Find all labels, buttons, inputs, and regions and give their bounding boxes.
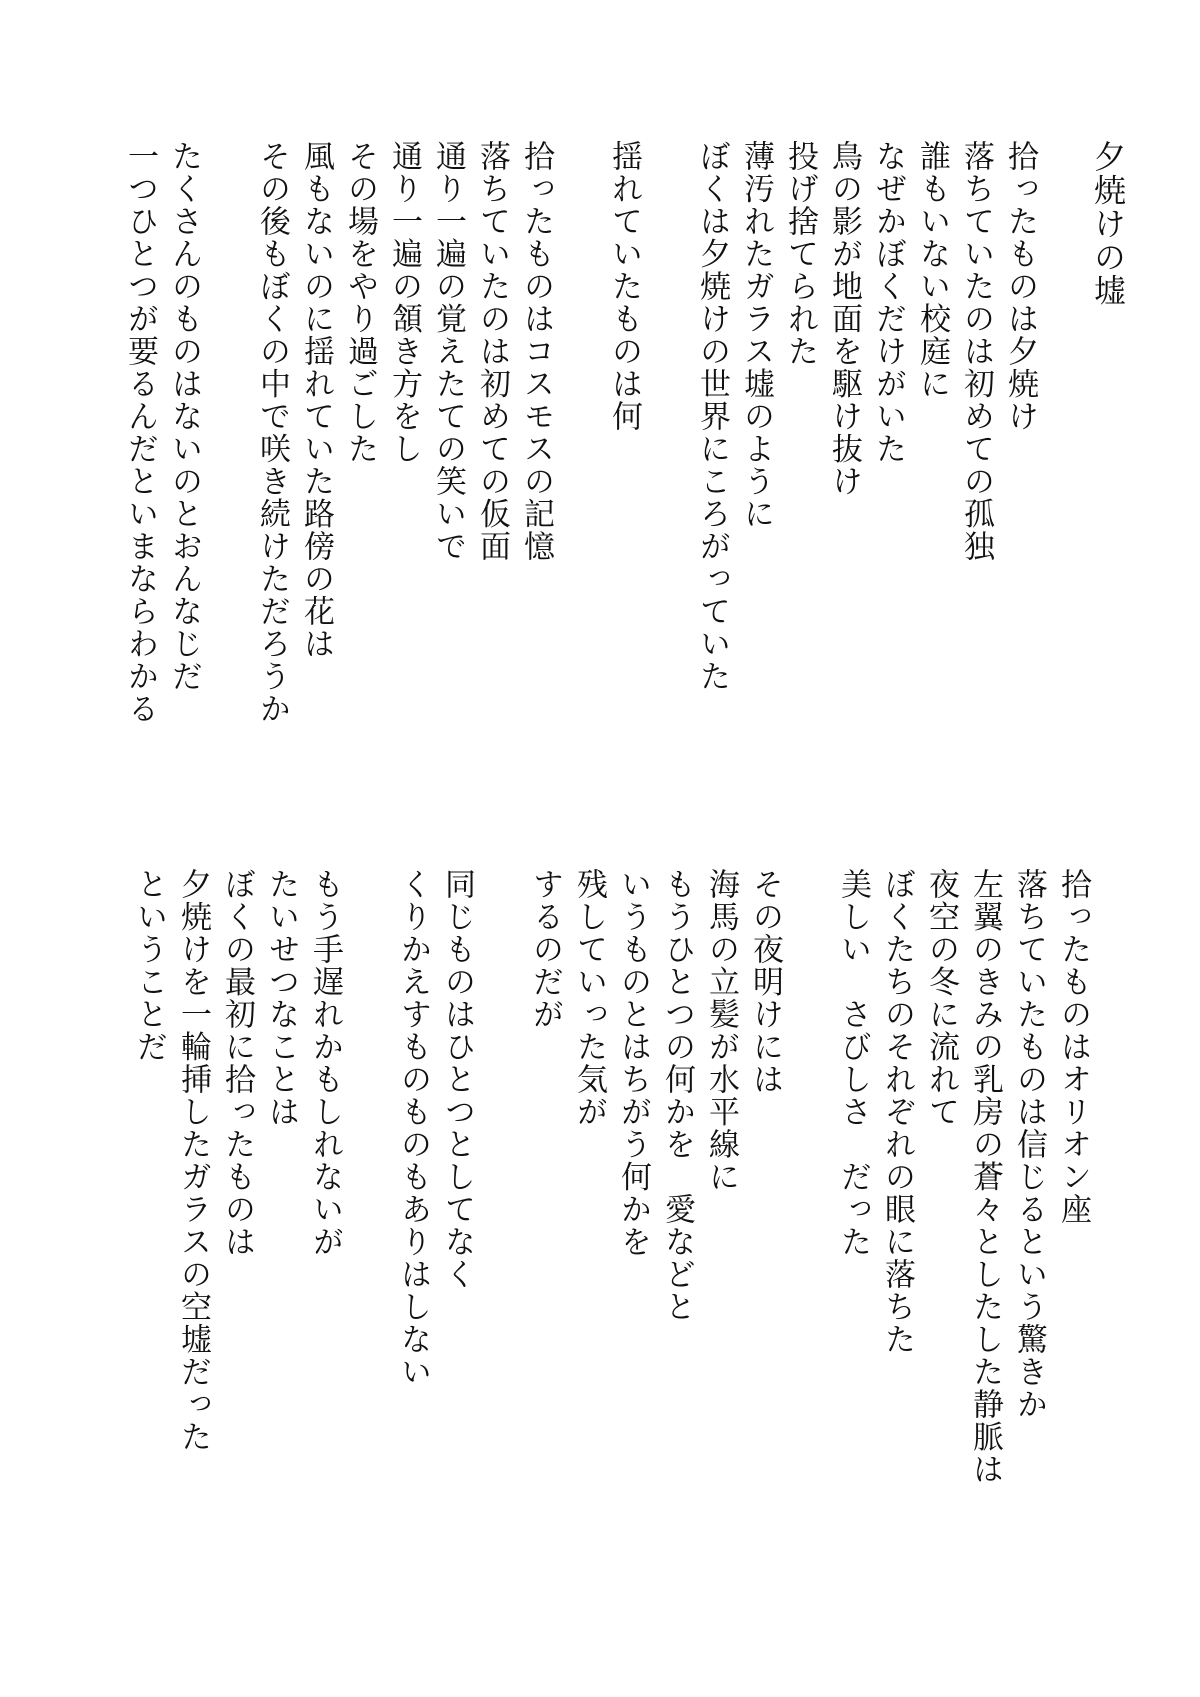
poem-line: その夜明けには — [747, 868, 783, 1096]
stanza-break — [787, 868, 831, 1568]
poem-line: 左翼のきみの乳房の蒼々としたした静脈は — [967, 868, 1003, 1486]
poem-line: たくさんのものはないのとおんなじだ — [166, 140, 202, 693]
poem-line: 拾ったものは夕焼け — [1002, 140, 1038, 433]
stanza-break — [1042, 140, 1086, 760]
poem-line: その場をやり過ごした — [342, 140, 378, 465]
poem-line: 薄汚れたガラス墟のように — [738, 140, 774, 530]
poem-line: いうものとはちがう何かを — [615, 868, 651, 1258]
stanza-break — [206, 140, 250, 760]
poem-top-block — [70, 140, 1130, 760]
poem-line: もう手遅れかもしれないが — [307, 868, 343, 1258]
poem-line: くりかえすものものもありはしない — [395, 868, 431, 1388]
poem-line: 夜空の冬に流れて — [923, 868, 959, 1128]
poem-line: 拾ったものはコスモスの記憶 — [518, 140, 554, 563]
poem-line: 夕焼けを一輪挿したガラスの空墟だった — [175, 868, 211, 1453]
poem-line: 同じものはひとつとしてなく — [439, 868, 475, 1291]
poem-line: 落ちていたものは信じるという驚きか — [1011, 868, 1047, 1421]
poem-line: 風もないのに揺れていた路傍の花は — [298, 140, 334, 660]
poem-line: 鳥の影が地面を駆け抜け — [826, 140, 862, 498]
poem-line: なぜかぼくだけがいた — [870, 140, 906, 465]
stanza-break — [347, 868, 391, 1568]
poem-line: その後もぼくの中で咲き続けただろうか — [254, 140, 290, 725]
stanza-break — [479, 868, 523, 1568]
stanza-break — [646, 140, 690, 760]
poem-line: 拾ったものはオリオン座 — [1055, 868, 1091, 1226]
poem-line: するのだが — [527, 868, 563, 1031]
poem-line: 通り一遍の覚えたての笑いで — [430, 140, 466, 563]
poem-line: 落ちていたのは初めての仮面 — [474, 140, 510, 563]
poem-line: 一つひとつが要るんだといまならわかる — [122, 140, 158, 725]
stanza-break — [558, 140, 602, 760]
poem-line: ということだ — [131, 868, 167, 1063]
poem-line: 残していった気が — [571, 868, 607, 1128]
poem-line: 美しい さびしさ だった — [835, 868, 871, 1258]
poem-line: 海馬の立髪が水平線に — [703, 868, 739, 1193]
poem-line: ぼくの最初に拾ったものは — [219, 868, 255, 1258]
poem-line: 誰もいない校庭に — [914, 140, 950, 400]
poem-title: 夕焼けの墟 — [1089, 140, 1127, 308]
poem-line: 落ちていたのは初めての孤独 — [958, 140, 994, 563]
poem-line: たいせつなことは — [263, 868, 299, 1128]
poem-line: ぼくたちのそれぞれの眼に落ちた — [879, 868, 915, 1356]
poem-line: ぼくは夕焼けの世界にころがっていた — [694, 140, 730, 693]
poem-line: 投げ捨てられた — [782, 140, 818, 368]
poem-line: 通り一遍の頷き方をし — [386, 140, 422, 465]
poem-line: もうひとつの何かを 愛などと — [659, 868, 695, 1323]
poem-line: 揺れていたものは何 — [606, 140, 642, 433]
poem-bottom-block — [110, 868, 1095, 1568]
